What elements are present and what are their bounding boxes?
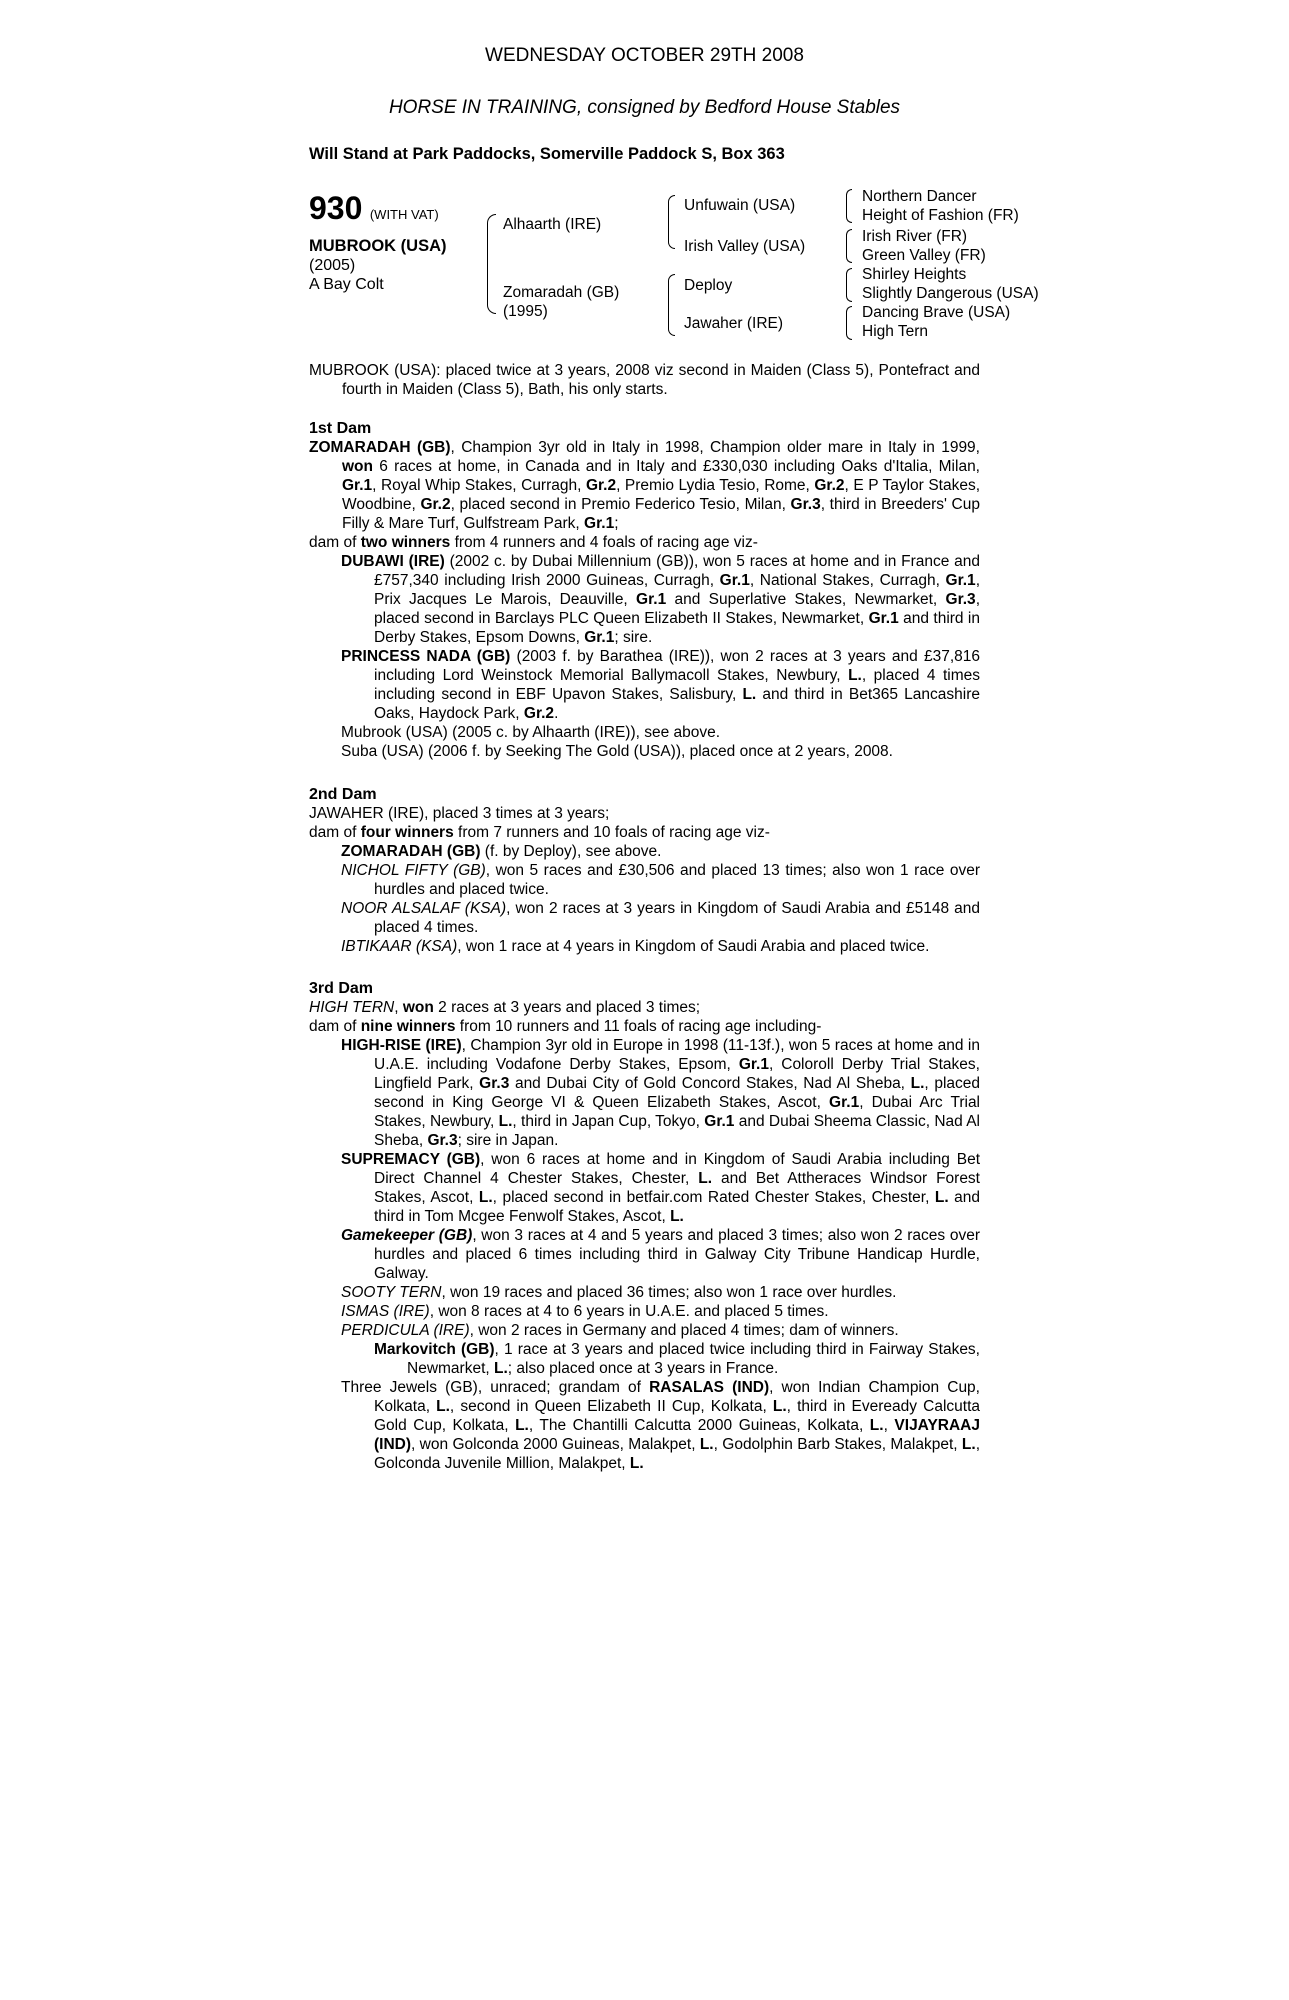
produce-entry: NICHOL FIFTY (GB), won 5 races and £30,506 and placed 13 times; also won 1 race over hurdles and placed twice. [341, 862, 980, 898]
pedigree-brace [668, 195, 675, 249]
horse-details [309, 237, 447, 294]
first-dam-record: ZOMARADAH (GB), Champion 3yr old in Italy in 1998, Champion older mare in Italy in 1999, won 6 races at home, in Canada and in Italy and £330,030 including Oaks d'Italia, Milan, Gr.1, Royal Whip Stakes, Curragh, Gr.2, Premio Lydia Tesio, Rome, Gr.2, E P Taylor Stakes, Woodbine, Gr.2, placed second in Premio Federico Tesio, Milan, Gr.3, third in Breeders' Cup Filly & Mare Turf, Gulfstream Park, Gr.1; [309, 439, 981, 532]
third-dam-heading: 3rd Dam [309, 980, 374, 997]
horse-year: (2005) [309, 257, 356, 274]
produce-entry: Three Jewels (GB), unraced; grandam of RASALAS (IND), won Indian Champion Cup, Kolkata, L., second in Queen Elizabeth II Cup, Kolkata, L., third in Eveready Calcutta Gold Cup, Kolkata, L., The Chantilli Calcutta 2000 Guineas, Kolkata, L., VIJAYRAAJ (IND), won Golconda 2000 Guineas, Malakpet, L., Godolphin Barb Stakes, Malakpet, L., Golconda Juvenile Million, Malakpet, L. [341, 1379, 980, 1472]
second-dam-heading: 2nd Dam [309, 786, 377, 803]
lot-header [309, 190, 439, 227]
pedigree-g3-2: Height of Fashion (FR) [862, 207, 1019, 224]
second-dam-produce-line: dam of four winners from 7 runners and 10 foals of racing age viz- [309, 824, 770, 841]
pedigree-brace [668, 274, 675, 336]
produce-entry: PRINCESS NADA (GB) (2003 f. by Barathea (IRE)), won 2 races at 3 years and £37,816 including Lord Weinstock Memorial Ballymacoll Stakes, Newbury, L., placed 4 times including second in EBF Upavon Stakes, Salisbury, L. and third in Bet365 Lancashire Oaks, Haydock Park, Gr.2. [341, 648, 981, 722]
pedigree-g3-7: Dancing Brave (USA) [862, 304, 1011, 321]
third-dam-section [309, 958, 980, 1473]
pedigree-brace [846, 229, 852, 263]
pedigree-g3-6: Slightly Dangerous (USA) [862, 285, 1039, 302]
pedigree-brace [846, 306, 852, 340]
sale-date: WEDNESDAY OCTOBER 29TH 2008 [485, 45, 804, 66]
produce-entry: ZOMARADAH (GB) (f. by Deploy), see above. [341, 843, 662, 860]
pedigree-sire-sire: Unfuwain (USA) [684, 197, 796, 214]
pedigree-g3-8: High Tern [862, 323, 929, 340]
pedigree-g3-4: Green Valley (FR) [862, 247, 986, 264]
produce-entry: SOOTY TERN, won 19 races and placed 36 times; also won 1 race over hurdles. [341, 1284, 897, 1301]
lot-vat: (WITH VAT) [369, 207, 439, 222]
produce-entry: Markovitch (GB), 1 race at 3 years and placed twice including third in Fairway Stakes, Newmarket, L.; also placed once at 3 years in France. [374, 1341, 980, 1377]
first-dam-produce-line: dam of two winners from 4 runners and 4 foals of racing age viz- [309, 534, 758, 551]
horse-name: MUBROOK (USA) [309, 237, 447, 255]
second-dam-record: JAWAHER (IRE), placed 3 times at 3 years; [309, 805, 610, 822]
produce-entry: Gamekeeper (GB), won 3 races at 4 and 5 years and placed 3 times; also won 2 races over hurdles and placed 6 times including third in Galway City Tribune Handicap Hurdle, Galway. [341, 1227, 980, 1282]
pedigree-dam: Zomaradah (GB) [503, 284, 620, 301]
pedigree-dam-year: (1995) [503, 303, 548, 320]
produce-entry: SUPREMACY (GB), won 6 races at home and in Kingdom of Saudi Arabia including Bet Direct Channel 4 Chester Stakes, Chester, L. and Bet Attheraces Windsor Forest Stakes, Ascot, L., placed second in betfair.com Rated Chester Stakes, Chester, L. and third in Tom Mcgee Fenwolf Stakes, Ascot, L. [341, 1151, 981, 1225]
pedigree-sire: Alhaarth (IRE) [503, 216, 602, 233]
pedigree-brace [846, 189, 852, 223]
pedigree-g3-5: Shirley Heights [862, 266, 967, 283]
third-dam-record: HIGH TERN, won 2 races at 3 years and placed 3 times; [309, 999, 701, 1016]
produce-entry: IBTIKAAR (KSA), won 1 race at 4 years in Kingdom of Saudi Arabia and placed twice. [341, 938, 930, 955]
pedigree-brace [487, 214, 496, 314]
pedigree-g3-1: Northern Dancer [862, 188, 977, 205]
race-summary [309, 361, 980, 399]
produce-entry: ISMAS (IRE), won 8 races at 4 to 6 years in U.A.E. and placed 5 times. [341, 1303, 829, 1320]
pedigree-g3-3: Irish River (FR) [862, 228, 968, 245]
produce-entry: DUBAWI (IRE) (2002 c. by Dubai Millennium (GB)), won 5 races at home and in France and £757,340 including Irish 2000 Guineas, Curragh, Gr.1, National Stakes, Curragh, Gr.1, Prix Jacques Le Marois, Deauville, Gr.1 and Superlative Stakes, Newmarket, Gr.3, placed second in Barclays PLC Queen Elizabeth II Stakes, Newmarket, Gr.1 and third in Derby Stakes, Epsom Downs, Gr.1; sire. [341, 553, 980, 646]
second-dam-section [309, 764, 980, 956]
produce-entry: Mubrook (USA) (2005 c. by Alhaarth (IRE)), see above. [341, 724, 721, 741]
pedigree-dam-sire: Deploy [684, 277, 733, 294]
produce-entry: NOOR ALSALAF (KSA), won 2 races at 3 years in Kingdom of Saudi Arabia and £5148 and placed 4 times. [341, 900, 980, 936]
horse-description: A Bay Colt [309, 276, 384, 293]
produce-entry: PERDICULA (IRE), won 2 races in Germany and placed 4 times; dam of winners. [341, 1322, 899, 1339]
lot-number: 930 [309, 190, 363, 226]
summary-text: MUBROOK (USA): placed twice at 3 years, 2008 viz second in Maiden (Class 5), Pontefract and fourth in Maiden (Class 5), Bath, his only starts. [309, 362, 980, 398]
consignment-subtitle: HORSE IN TRAINING, consigned by Bedford House Stables [388, 97, 901, 118]
produce-entry: HIGH-RISE (IRE), Champion 3yr old in Europe in 1998 (11-13f.), won 5 races at home and in U.A.E. including Vodafone Derby Stakes, Epsom, Gr.1, Coloroll Derby Trial Stakes, Lingfield Park, Gr.3 and Dubai City of Gold Concord Stakes, Nad Al Sheba, L., placed second in King George VI & Queen Elizabeth Stakes, Ascot, Gr.1, Dubai Arc Trial Stakes, Newbury, L., third in Japan Cup, Tokyo, Gr.1 and Dubai Sheema Classic, Nad Al Sheba, Gr.3; sire in Japan. [341, 1037, 981, 1149]
pedigree-sire-dam: Irish Valley (USA) [684, 238, 806, 255]
first-dam-name: ZOMARADAH (GB) [309, 439, 451, 456]
pedigree-dam-dam: Jawaher (IRE) [684, 315, 784, 332]
first-dam-heading: 1st Dam [309, 420, 372, 437]
first-dam-section [309, 398, 980, 761]
produce-entry: Suba (USA) (2006 f. by Seeking The Gold (USA)), placed once at 2 years, 2008. [341, 743, 893, 760]
pedigree-brace [846, 268, 852, 302]
stand-location: Will Stand at Park Paddocks, Somerville Paddock S, Box 363 [309, 145, 785, 163]
third-dam-produce-line: dam of nine winners from 10 runners and 11 foals of racing age including- [309, 1018, 822, 1035]
